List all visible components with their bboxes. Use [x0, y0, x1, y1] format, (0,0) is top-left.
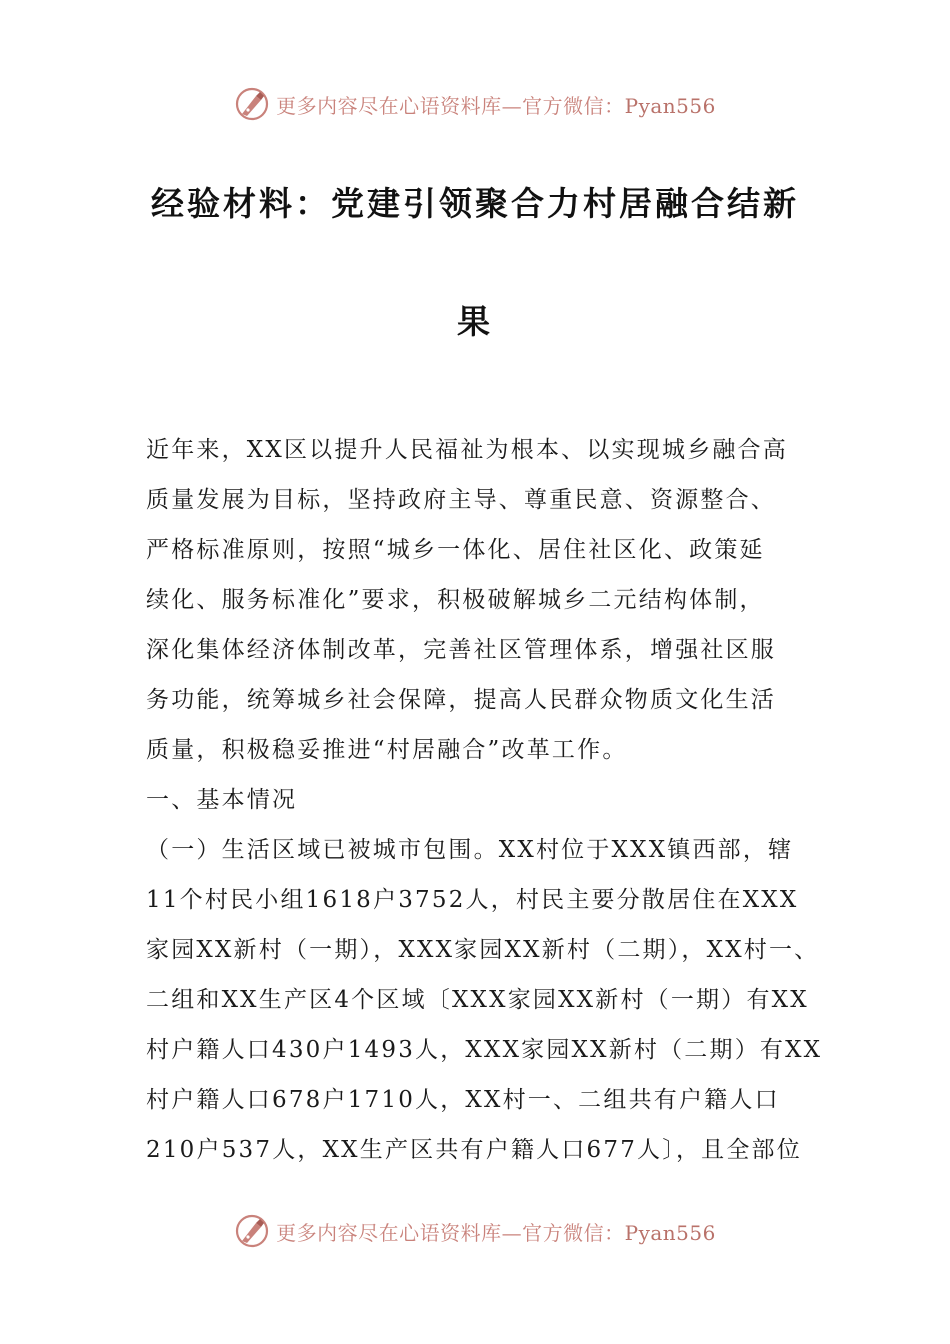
pen-nib-circle-icon [234, 1213, 270, 1249]
watermark-footer [0, 1211, 950, 1251]
watermark-wechat-id: Pyan556 [624, 93, 716, 118]
document-body [146, 425, 826, 1175]
body-line: 务功能，统筹城乡社会保障，提高人民群众物质文化生活 [146, 687, 776, 713]
body-line: 深化集体经济体制改革，完善社区管理体系，增强社区服 [146, 637, 776, 663]
document-title-line-1: 经验材料：党建引领聚合力村居融合结新 [151, 184, 799, 223]
watermark-wechat-id: Pyan556 [624, 1220, 716, 1245]
watermark-site-text: 更多内容尽在心语资料库—官方微信： [276, 1220, 625, 1245]
body-line: 二组和XX生产区4个区域〔XXX家园XX新村（一期）有XX [146, 987, 809, 1013]
body-line: 210户537人，XX生产区共有户籍人口677人〕，且全部位 [146, 1137, 802, 1163]
body-line: 严格标准原则，按照“城乡一体化、居住社区化、政策延 [146, 537, 765, 563]
body-line: 续化、服务标准化”要求，积极破解城乡二元结构体制， [146, 587, 765, 613]
watermark-text [276, 1217, 716, 1246]
watermark-site-text: 更多内容尽在心语资料库—官方微信： [276, 93, 625, 118]
body-line: 质量发展为目标，坚持政府主导、尊重民意、资源整合、 [146, 487, 776, 513]
body-line: 近年来，XX区以提升人民福祉为根本、以实现城乡融合高 [146, 437, 788, 463]
section-heading: 一、基本情况 [146, 787, 298, 813]
body-line: 村户籍人口430户1493人，XXX家园XX新村（二期）有XX [146, 1037, 823, 1063]
body-line: 质量，积极稳妥推进“村居融合”改革工作。 [146, 737, 628, 763]
body-line: 家园XX新村（一期），XXX家园XX新村（二期），XX村一、 [146, 937, 820, 963]
body-line: 11个村民小组1618户3752人，村民主要分散居住在XXX [146, 887, 799, 913]
watermark-text [276, 90, 716, 119]
body-line: 村户籍人口678户1710人，XX村一、二组共有户籍人口 [146, 1087, 780, 1113]
watermark-header [0, 84, 950, 124]
document-title-line-2: 果 [457, 302, 493, 341]
body-line: （一）生活区域已被城市包围。XX村位于XXX镇西部，辖 [146, 837, 794, 863]
pen-nib-circle-icon [234, 86, 270, 122]
